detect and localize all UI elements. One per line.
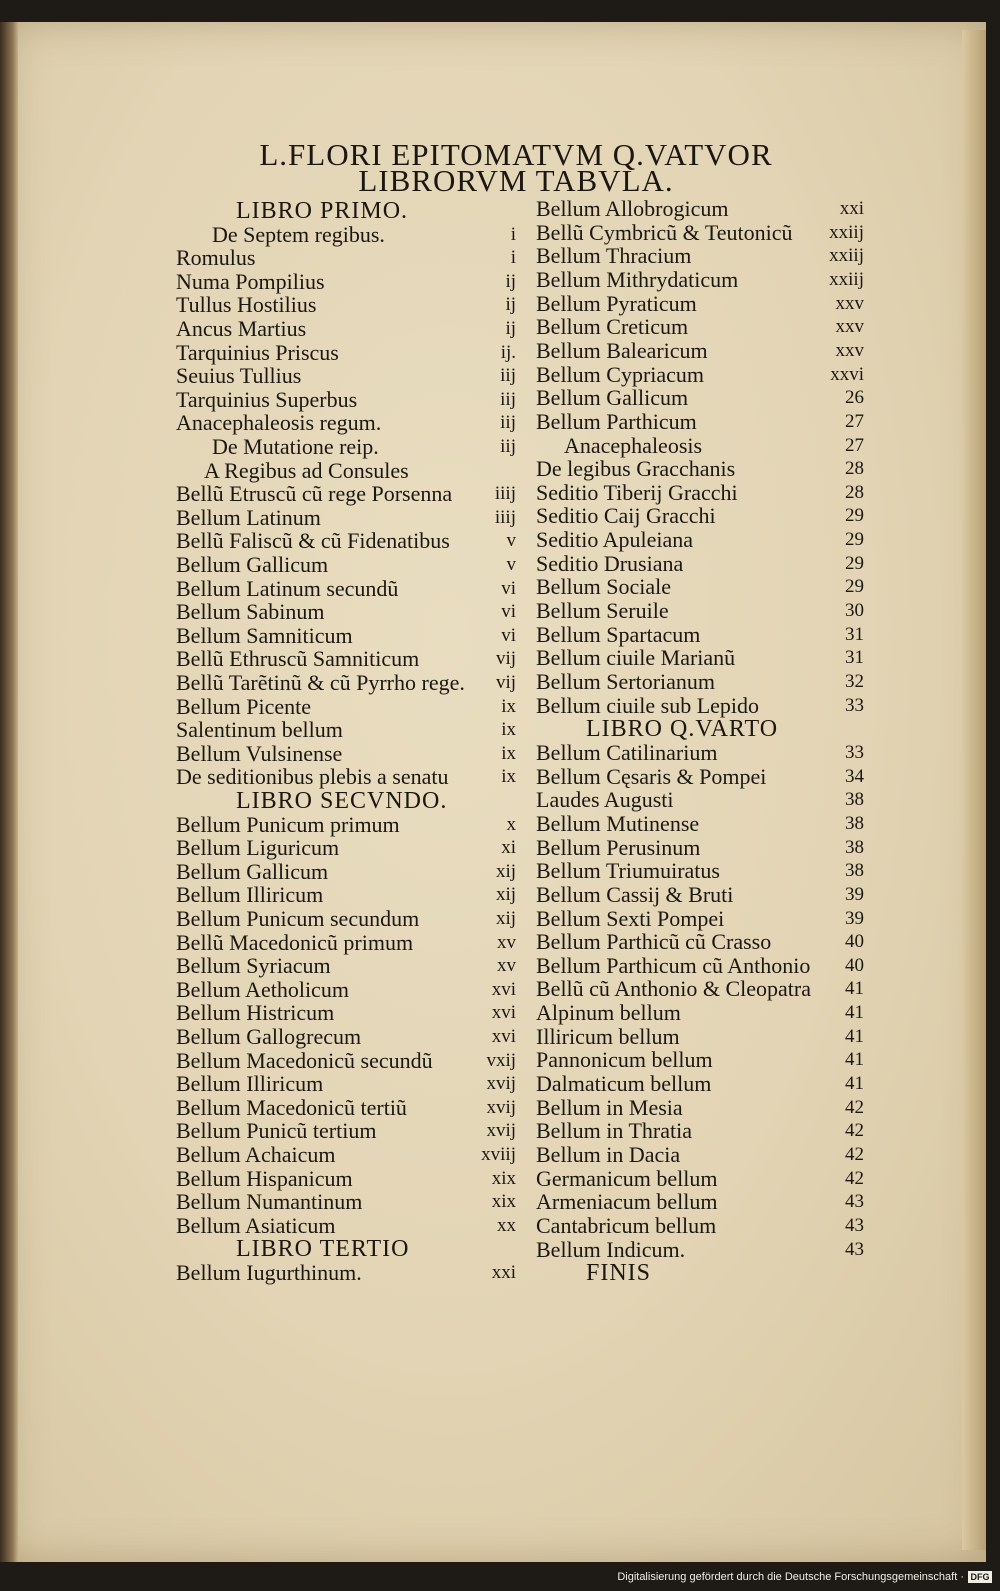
page-reference: 41	[845, 1073, 864, 1095]
index-row	[536, 812, 866, 836]
entry-title: Seuius Tullius	[176, 363, 302, 389]
index-row	[536, 504, 866, 528]
entry-title: Dalmaticum bellum	[536, 1071, 712, 1097]
entry-title: Bellum Parthicum cũ Anthonio	[536, 952, 811, 978]
page-reference: 42	[845, 1144, 864, 1165]
entry-title: Armeniacum bellum	[536, 1189, 718, 1215]
index-row	[176, 765, 521, 789]
page-reference: xij	[495, 884, 516, 906]
index-row	[176, 1119, 521, 1143]
page-reference: iij	[500, 388, 516, 410]
index-row	[536, 1001, 866, 1025]
index-row	[536, 1025, 866, 1049]
entry-title: Bellum Thracium	[536, 243, 692, 269]
index-row	[176, 506, 521, 530]
index-row	[536, 883, 866, 907]
page-reference: 41	[845, 1002, 864, 1024]
entry-title: Bellum Samniticum	[176, 622, 353, 648]
page-reference: ij.	[500, 341, 516, 363]
entry-title: Bellum Asiaticum	[176, 1212, 336, 1238]
index-row	[176, 907, 521, 931]
page-reference: v	[506, 530, 516, 552]
index-row	[176, 742, 521, 766]
entry-title: Bellum Catilinarium	[536, 739, 718, 765]
index-row	[536, 1190, 866, 1214]
index-row	[536, 1238, 866, 1262]
section-heading: LIBRO TERTIO	[236, 1236, 410, 1263]
index-row	[536, 481, 866, 505]
entry-title: Tarquinius Superbus	[176, 386, 358, 412]
index-row	[176, 459, 521, 483]
entry-title: Bellum Illiricum	[176, 1071, 324, 1097]
entry-title: De legibus Gracchanis	[536, 456, 736, 482]
index-row	[176, 718, 521, 742]
entry-title: Alpinum bellum	[536, 1000, 681, 1026]
entry-title: Numa Pompilius	[176, 268, 325, 294]
index-row	[536, 741, 866, 765]
entry-title: Bellũ Cymbricũ & Teutonicũ	[536, 219, 793, 245]
entry-title: Bellũ Etruscũ cũ rege Porsenna	[176, 481, 453, 507]
page-reference: 33	[845, 741, 864, 763]
entry-title: Seditio Caij Gracchi	[536, 503, 716, 529]
index-row	[536, 528, 866, 552]
page-reference: 40	[845, 954, 864, 976]
page-reference: 40	[845, 931, 864, 953]
index-row	[176, 577, 521, 601]
entry-title: Bellum Hispanicum	[176, 1165, 353, 1191]
entry-title: Bellum Sertorianum	[536, 669, 716, 694]
index-row	[536, 363, 866, 387]
entry-title: Seditio Drusiana	[536, 550, 684, 576]
page-reference: vij	[495, 672, 516, 693]
index-row	[176, 388, 521, 412]
entry-title: Bellum Aetholicum	[176, 976, 349, 1002]
index-row	[536, 765, 866, 789]
page-reference: 29	[845, 529, 864, 551]
index-row	[176, 813, 521, 837]
index-row	[536, 386, 866, 410]
page-reference: 42	[845, 1167, 864, 1189]
page-reference: xv	[497, 955, 516, 977]
entry-title: Bellum Iugurthinum.	[176, 1260, 362, 1285]
page-reference: xxv	[835, 292, 864, 314]
index-row	[176, 1214, 521, 1238]
entry-title: Anacephaleosis	[564, 432, 703, 458]
entry-title: Bellum Cęsaris & Pompei	[536, 763, 767, 789]
page-reference: i	[510, 223, 516, 245]
index-row	[536, 1214, 866, 1238]
entry-title: Bellum Vulsinense	[176, 740, 343, 766]
dfg-logo: DFG	[968, 1571, 992, 1583]
section-heading-row	[176, 789, 521, 813]
entry-title: Bellum in Thratia	[536, 1118, 693, 1144]
index-row	[536, 836, 866, 860]
index-row	[176, 341, 521, 365]
page-reference: 33	[845, 694, 864, 716]
index-row	[536, 599, 866, 623]
index-row	[176, 600, 521, 624]
index-row	[536, 268, 866, 292]
entry-title: Tarquinius Priscus	[176, 339, 339, 365]
index-row	[176, 860, 521, 884]
entry-title: Bellum Cassij & Bruti	[536, 881, 734, 907]
index-row	[536, 907, 866, 931]
entry-title: Bellum Punicũ tertium	[176, 1118, 377, 1144]
entry-title: Tullus Hostilius	[176, 292, 317, 318]
page-reference: ix	[501, 742, 516, 764]
entry-title: Bellum Creticum	[536, 314, 689, 340]
entry-title: Bellum Latinum secundũ	[176, 575, 399, 601]
index-row	[536, 197, 866, 221]
page-reference: 39	[845, 907, 864, 929]
entry-title: Bellum Gallicum	[176, 858, 329, 884]
entry-title: Bellũ Macedonicũ primum	[176, 929, 414, 955]
entry-title: Anacephaleosis regum.	[176, 410, 382, 436]
entry-title: Bellum Mutinense	[536, 810, 700, 836]
page-reference: xxi	[839, 198, 864, 219]
index-row	[536, 788, 866, 812]
entry-title: Bellum Parthicum	[536, 408, 697, 434]
page-reference: iij	[500, 412, 516, 434]
index-row	[536, 1072, 866, 1096]
section-heading-row	[176, 1237, 521, 1261]
entry-title: Bellum Histricum	[176, 1000, 335, 1026]
page-reference: 27	[845, 410, 864, 432]
page-reference: ix	[501, 719, 516, 741]
entry-title: Ancus Martius	[176, 316, 307, 341]
page-reference: xix	[491, 1191, 516, 1213]
entry-title: A Regibus ad Consules	[204, 457, 409, 483]
index-row	[536, 552, 866, 576]
index-row	[176, 317, 521, 341]
index-row	[176, 1025, 521, 1049]
entry-title: Bellũ Faliscũ & cũ Fidenatibus	[176, 528, 450, 554]
page-title-line-1: L.FLORI EPITOMATVM Q.VATVOR	[259, 137, 773, 172]
entry-title: Germanicum bellum	[536, 1165, 718, 1191]
page-reference: i	[510, 247, 516, 269]
page-reference: ix	[501, 695, 516, 717]
page-reference: xij	[495, 860, 516, 882]
index-row	[176, 270, 521, 294]
page-reference: x	[506, 813, 516, 835]
index-row	[536, 859, 866, 883]
entry-title: De Mutatione reip.	[212, 434, 379, 459]
page-reference: xvij	[486, 1073, 516, 1095]
page-reference: 38	[845, 860, 864, 882]
page-reference: xij	[495, 908, 516, 929]
index-row	[536, 1096, 866, 1120]
page-reference: xvi	[491, 978, 516, 1000]
page-reference: 38	[845, 836, 864, 858]
page-reference: 38	[845, 789, 864, 811]
index-row	[176, 364, 521, 388]
index-row	[176, 1072, 521, 1096]
section-heading: LIBRO Q.VARTO	[586, 716, 779, 743]
index-row	[176, 1049, 521, 1073]
entry-title: Bellum Picente	[176, 693, 312, 719]
page-reference: xxiij	[829, 221, 864, 243]
entry-title: Seditio Tiberij Gracchi	[536, 479, 738, 505]
index-row	[536, 575, 866, 599]
index-row	[176, 246, 521, 270]
page-reference: iij	[500, 436, 516, 457]
page-reference: iiij	[494, 483, 516, 505]
entry-title: Salentinum bellum	[176, 717, 343, 743]
index-row	[176, 293, 521, 317]
entry-title: Bellum Spartacum	[536, 621, 701, 647]
index-row	[176, 411, 521, 435]
section-heading-row	[536, 717, 866, 741]
entry-title: De Septem regibus.	[212, 221, 385, 247]
entry-title: Bellũ Ethruscũ Samniticum	[176, 646, 420, 672]
page-reference: ij	[505, 270, 516, 292]
entry-title: Bellum in Dacia	[536, 1142, 681, 1167]
page-reference: xvi	[491, 1026, 516, 1047]
page-reference: xvi	[491, 1002, 516, 1024]
entry-title: De seditionibus plebis a senatu	[176, 764, 449, 790]
page-title-line-2: LIBRORVM TABVLA.	[358, 163, 674, 198]
entry-title: Bellum Illiricum	[176, 882, 324, 908]
index-row	[176, 978, 521, 1002]
entry-title: Bellum Punicum primum	[176, 811, 400, 837]
page-reference: xxiij	[829, 245, 864, 267]
index-row	[176, 1096, 521, 1120]
index-row	[536, 623, 866, 647]
page-reference: vi	[501, 601, 516, 623]
page-reference: 43	[845, 1191, 864, 1213]
page-reference: vxij	[486, 1049, 516, 1071]
entry-title: Bellum Achaicum	[176, 1142, 336, 1167]
entry-title: Bellum Indicum.	[536, 1236, 686, 1262]
index-row	[176, 1167, 521, 1191]
index-row	[176, 695, 521, 719]
entry-title: Bellum Parthicũ cũ Crasso	[536, 929, 772, 955]
page-fore-edge	[962, 30, 986, 1550]
entry-title: Bellum Latinum	[176, 504, 321, 530]
index-row	[536, 954, 866, 978]
page-reference: 42	[845, 1120, 864, 1142]
section-heading-row	[536, 1261, 866, 1285]
page-reference: 43	[845, 1238, 864, 1260]
entry-title: Bellum Mithrydaticum	[536, 266, 739, 292]
page-reference: ix	[501, 766, 516, 788]
page-reference: xi	[501, 837, 516, 859]
index-row	[536, 694, 866, 718]
entry-title: Laudes Augusti	[536, 787, 674, 813]
index-row	[176, 529, 521, 553]
page-reference: xxvi	[830, 363, 864, 385]
index-row	[536, 1143, 866, 1167]
entry-title: Cantabricum bellum	[536, 1212, 717, 1238]
index-row	[536, 339, 866, 363]
index-row	[536, 670, 866, 694]
page-reference: vi	[501, 577, 516, 599]
page-reference: xx	[497, 1214, 516, 1236]
index-row	[176, 883, 521, 907]
entry-title: Bellũ Tarẽtinũ & cũ Pyrrho rege.	[176, 670, 465, 695]
index-row	[536, 1167, 866, 1191]
entry-title: Pannonicum bellum	[536, 1047, 713, 1073]
index-row	[176, 624, 521, 648]
entry-title: Bellum Balearicum	[536, 337, 708, 363]
page-reference: xv	[497, 931, 516, 953]
page-reference: 28	[845, 458, 864, 480]
entry-title: Seditio Apuleiana	[536, 527, 694, 553]
section-heading: LIBRO PRIMO.	[236, 198, 409, 224]
index-row	[536, 1048, 866, 1072]
section-heading: FINIS	[586, 1260, 652, 1287]
page-reference: xxv	[835, 339, 864, 361]
index-row	[536, 292, 866, 316]
page-reference: 39	[845, 883, 864, 905]
book-binding	[0, 22, 18, 1562]
entry-title: Bellum Numantinum	[176, 1189, 363, 1215]
page-reference: vi	[501, 624, 516, 646]
entry-title: Bellum Gallicum	[176, 552, 329, 577]
entry-title: Bellum Perusinum	[536, 834, 701, 860]
entry-title: Bellum Macedonicũ secundũ	[176, 1047, 433, 1073]
index-row	[536, 977, 866, 1001]
page-reference: iij	[500, 365, 516, 387]
page-reference: 31	[845, 647, 864, 669]
index-row	[536, 410, 866, 434]
footer-text: Digitalisierung gefördert durch die Deutsche Forschungsgemeinschaft ·	[617, 1571, 964, 1583]
page-reference: xxv	[835, 316, 864, 338]
page-reference: 29	[845, 505, 864, 527]
index-row	[176, 836, 521, 860]
index-row	[176, 931, 521, 955]
page-reference: 31	[845, 623, 864, 645]
page-reference: 28	[845, 481, 864, 503]
entry-title: Bellum Sociale	[536, 574, 672, 600]
index-row	[176, 1190, 521, 1214]
index-row	[536, 244, 866, 268]
index-row	[536, 646, 866, 670]
page-reference: xxi	[491, 1262, 516, 1283]
index-row	[176, 553, 521, 577]
page-reference: 29	[845, 576, 864, 598]
page-reference: xvij	[486, 1120, 516, 1142]
page-reference: 26	[845, 387, 864, 409]
entry-title: Bellum Liguricum	[176, 835, 340, 861]
page-reference: xvij	[486, 1096, 516, 1118]
index-row	[536, 315, 866, 339]
index-row	[176, 954, 521, 978]
page-reference: 42	[845, 1096, 864, 1118]
page-reference: 29	[845, 552, 864, 574]
page-reference: xviij	[481, 1144, 516, 1165]
index-row	[176, 1143, 521, 1167]
digitization-footer	[600, 1568, 992, 1586]
entry-title: Bellum Allobrogicum	[536, 196, 729, 221]
entry-title: Bellum Syriacum	[176, 953, 331, 979]
entry-title: Bellum ciuile sub Lepido	[536, 692, 760, 718]
entry-title: Bellum Seruile	[536, 598, 669, 624]
entry-title: Bellum in Mesia	[536, 1094, 683, 1120]
section-heading: LIBRO SECVNDO.	[236, 788, 448, 814]
index-row	[536, 457, 866, 481]
entry-title: Bellũ cũ Anthonio & Cleopatra	[536, 976, 811, 1002]
index-row	[176, 1001, 521, 1025]
entry-title: Bellum Pyraticum	[536, 290, 697, 316]
page-reference: 30	[845, 600, 864, 622]
entry-title: Bellum Punicum secundum	[176, 906, 420, 931]
index-row	[176, 482, 521, 506]
entry-title: Bellum Sabinum	[176, 599, 325, 625]
page-reference: v	[506, 554, 516, 575]
index-row	[176, 671, 521, 695]
page-reference: 38	[845, 812, 864, 834]
entry-title: Bellum Sexti Pompei	[536, 905, 725, 931]
entry-title: Bellum Triumuiratus	[536, 858, 720, 884]
page-reference: ij	[505, 318, 516, 339]
entry-title: Bellum Cypriacum	[536, 361, 705, 387]
page-reference: 41	[845, 978, 864, 1000]
index-row	[536, 434, 866, 458]
page-reference: xxiij	[829, 268, 864, 290]
page-reference: 32	[845, 671, 864, 692]
page-reference: 34	[845, 765, 864, 787]
index-row	[536, 1119, 866, 1143]
entry-title: Bellum Gallicum	[536, 385, 689, 411]
page-reference: xix	[491, 1167, 516, 1189]
index-row	[176, 1261, 521, 1285]
entry-title: Bellum Gallogrecum	[176, 1024, 362, 1049]
page-reference: iiij	[494, 506, 516, 528]
page-reference: 43	[845, 1214, 864, 1236]
page-reference: 41	[845, 1025, 864, 1047]
page-reference: ij	[505, 294, 516, 316]
index-row	[176, 223, 521, 247]
index-row	[536, 221, 866, 245]
entry-title: Bellum ciuile Marianũ	[536, 645, 736, 671]
entry-title: Bellum Macedonicũ tertiũ	[176, 1094, 407, 1120]
index-row	[176, 435, 521, 459]
section-heading-row	[176, 199, 521, 223]
page-reference: vij	[495, 648, 516, 670]
page-reference: 27	[845, 434, 864, 456]
entry-title: Illiricum bellum	[536, 1023, 680, 1049]
index-row	[176, 647, 521, 671]
index-row	[536, 930, 866, 954]
page-reference: 41	[845, 1049, 864, 1071]
entry-title: Romulus	[176, 245, 256, 271]
